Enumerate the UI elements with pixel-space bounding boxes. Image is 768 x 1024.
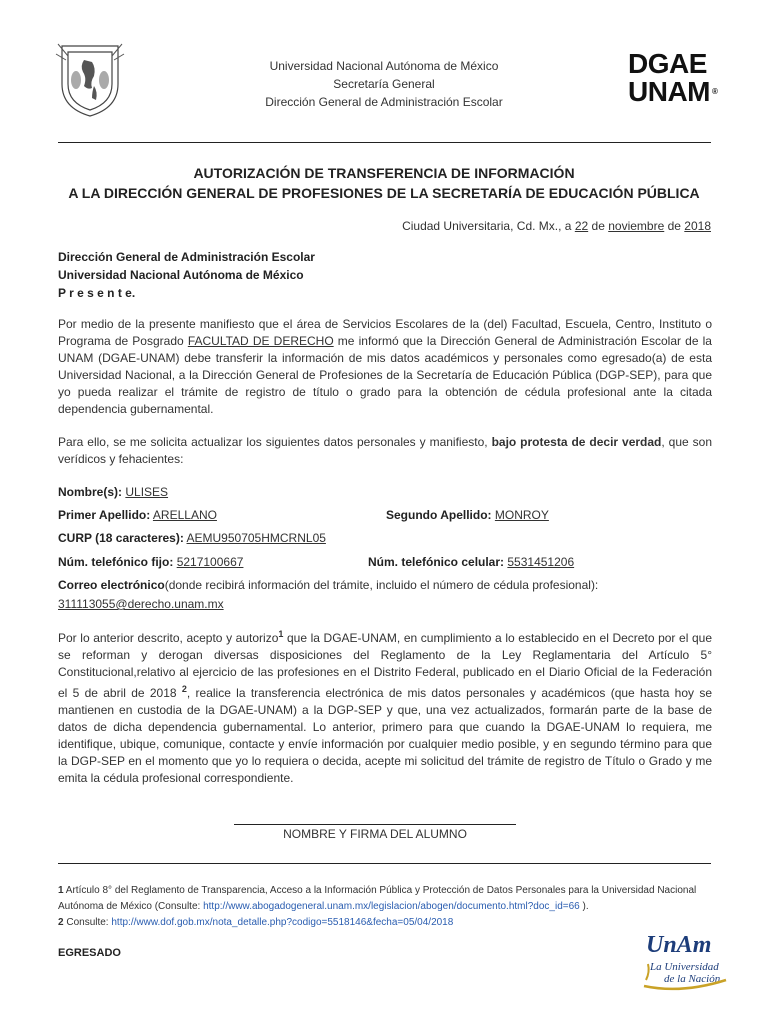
- addressee-line-1: Dirección General de Administración Escolar: [58, 250, 315, 264]
- field-curp-label: CURP (18 caracteres):: [58, 531, 184, 545]
- field-telefono-celular-label: Núm. telefónico celular:: [368, 555, 505, 569]
- footnote-ref-2: 2: [181, 684, 187, 694]
- header-secretaria: Secretaría General: [333, 77, 435, 91]
- footnote-1-link[interactable]: http://www.abogadogeneral.unam.mx/legislacion/abogen/documento.html?doc_id=66: [203, 901, 580, 912]
- field-primer-apellido-label: Primer Apellido:: [58, 508, 151, 522]
- header-divider: [58, 142, 711, 143]
- paragraph-authorization: [58, 626, 712, 787]
- signature-label: NOMBRE Y FIRMA DEL ALUMNO: [283, 827, 467, 841]
- unam-logo-tag-1: La Universidad: [650, 961, 719, 973]
- field-curp: [58, 531, 326, 545]
- footnote-1: [58, 883, 718, 915]
- field-telefono-fijo: [58, 555, 243, 569]
- addressee-presente: P r e s e n t e.: [58, 286, 136, 300]
- faculty-value: FACULTAD DE DERECHO: [187, 334, 334, 348]
- title-line-1: AUTORIZACIÓN DE TRANSFERENCIA DE INFORMACIÓN: [193, 165, 575, 181]
- paragraph-intro-text-a: Por medio de la presente manifiesto que el área de Servicios Escolares de la (del) Facultad, Escuela, Centro, Instituto o Programa de Posgrado: [58, 317, 712, 348]
- addressee-line-2: Universidad Nacional Autónoma de México: [58, 268, 304, 282]
- field-nombre: [58, 485, 168, 499]
- date-de-2: de: [667, 219, 681, 233]
- field-telefono-celular-value: 5531451206: [507, 555, 575, 569]
- field-segundo-apellido-value: MONROY: [494, 508, 549, 522]
- footnote-2: [58, 915, 718, 931]
- paragraph-intro: [58, 316, 712, 418]
- registered-mark: ®: [712, 87, 718, 96]
- header-direccion: Dirección General de Administración Escolar: [265, 95, 503, 109]
- field-nombre-value: ULISES: [125, 485, 169, 499]
- signature-line: [234, 824, 516, 825]
- unam-nacion-logo: [642, 928, 728, 994]
- field-nombre-label: Nombre(s):: [58, 485, 123, 499]
- field-curp-value: AEMU950705HMCRNL05: [186, 531, 326, 545]
- footnote-2-text: Consulte:: [66, 917, 109, 928]
- unam-logo-word: UnAm: [646, 932, 712, 958]
- paragraph-authorization-text-a: Por lo anterior descrito, acepto y autorizo: [58, 631, 279, 645]
- field-correo: [58, 578, 598, 592]
- field-correo-value: 311113055@derecho.unam.mx: [58, 597, 224, 611]
- paragraph-request-text-b: , que son verídicos y fehacientes:: [58, 435, 712, 466]
- footnote-2-link[interactable]: http://www.dof.gob.mx/nota_detalle.php?codigo=5518146&fecha=05/04/2018: [111, 917, 454, 928]
- status-egresado: EGRESADO: [58, 947, 121, 959]
- title-line-2: A LA DIRECCIÓN GENERAL DE PROFESIONES DE LA SECRETARÍA DE EDUCACIÓN PÚBLICA: [68, 185, 700, 201]
- unam-logo-tag-2: de la Nación: [664, 973, 721, 985]
- field-primer-apellido-value: ARELLANO: [152, 508, 217, 522]
- field-correo-label: Correo electrónico: [58, 578, 165, 592]
- paragraph-intro-text-b: me informó que la Dirección General de Administración Escolar de la UNAM (DGAE-UNAM) debe transferir la información de mis datos académicos y personales como egresado(a) de esta Universidad Nacional, a la Dirección General de Profesiones de la Secretaría de Educación Pública (DGP-SEP), para que yo pueda realizar el trámite de registro de título o grado para la obtención de cédula profesional ante la citada dependencia gubernamental.: [58, 334, 712, 416]
- footnote-ref-1: 1: [278, 629, 284, 639]
- dgae-logo-top: DGAE: [628, 48, 707, 79]
- paragraph-authorization-text-b: que la DGAE-UNAM, en cumplimiento a lo establecido en el Decreto por el que se reforman y derogan diversas disposiciones del Reglamento de la Ley Reglamentaria del Artículo 5° Constitucional,relativo al ejercicio de las profesiones en el Distrito Federal, publicado en el Diario Oficial de la Federación el 5 de abril de 2018: [58, 631, 712, 700]
- footnote-1-end: ).: [582, 901, 589, 912]
- footnote-divider: [58, 863, 711, 864]
- footnote-1-number: 1: [58, 885, 64, 896]
- dgae-logo-bottom: UNAM: [628, 76, 710, 107]
- date-month: noviembre: [608, 219, 665, 233]
- date-line: [402, 219, 711, 233]
- date-prefix: Ciudad Universitaria, Cd. Mx., a: [402, 219, 572, 233]
- field-segundo-apellido-label: Segundo Apellido:: [386, 508, 492, 522]
- date-year: 2018: [684, 219, 711, 233]
- paragraph-authorization-text-c: , realice la transferencia electrónica de mis datos personales y académicos (que hasta hoy se mantienen en custodia de la DGAE-UNAM) a la DGP-SEP y que, una vez actualizados, formarán parte de la base de datos de dicha dependencia gubernamental. Lo anterior, primero para que cuando la DGAE-UNAM lo requiera, me identifique, ubique, comunique, contacte y envíe información por cualquier medio posible, y en segundo término para que la DGP-SEP en el momento que yo lo requiera o decida, acepte mi solicitud del trámite de registro de Título o Grado y me emita la cédula profesional correspondiente.: [58, 686, 712, 785]
- field-telefono-fijo-value: 5217100667: [176, 555, 244, 569]
- header-university: Universidad Nacional Autónoma de México: [269, 59, 499, 73]
- field-correo-note: (donde recibirá información del trámite, incluido el número de cédula profesional):: [164, 578, 599, 592]
- date-de-1: de: [591, 219, 605, 233]
- field-segundo-apellido: [386, 508, 549, 522]
- paragraph-request-text-a: Para ello, se me solicita actualizar los siguientes datos personales y manifiesto,: [58, 435, 488, 449]
- field-primer-apellido: [58, 508, 217, 522]
- field-telefono-fijo-label: Núm. telefónico fijo:: [58, 555, 174, 569]
- date-day: 22: [574, 219, 589, 233]
- field-telefono-celular: [368, 555, 574, 569]
- dgae-unam-logo: [628, 50, 718, 106]
- field-correo-value-row: [58, 597, 224, 611]
- footnote-1-text: Artículo 8° del Reglamento de Transparencia, Acceso a la Información Pública y Protección de Datos Personales para la Universidad Nacional Autónoma de México (Consulte:: [58, 885, 697, 912]
- footnote-2-number: 2: [58, 917, 64, 928]
- protesta-text: bajo protesta de decir verdad: [491, 435, 662, 449]
- paragraph-request: [58, 434, 712, 468]
